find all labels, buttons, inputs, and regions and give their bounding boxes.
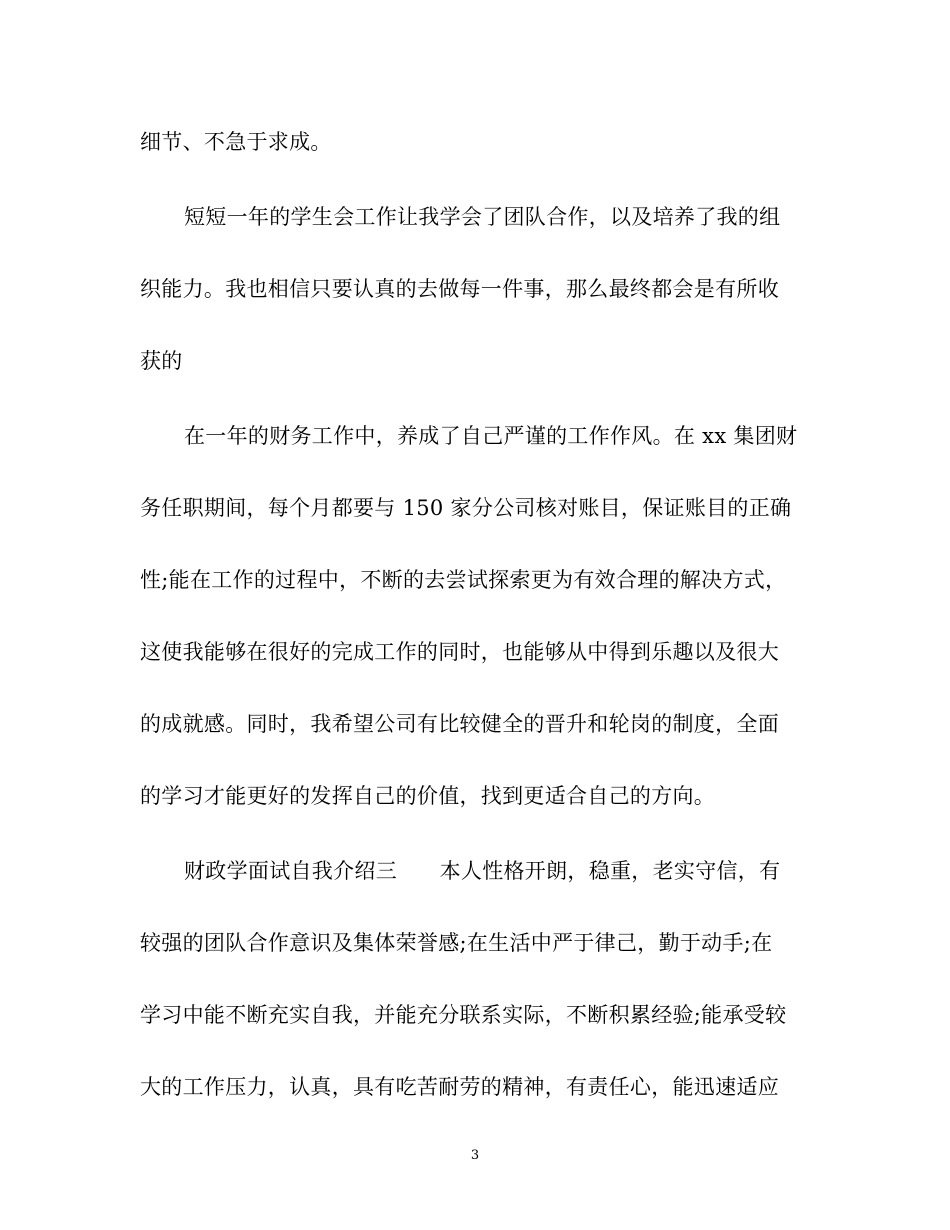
- text-line-4: 获的: [140, 349, 183, 373]
- text-line-8: 这使我能够在很好的完成工作的同时，也能够从中得到乐趣以及很大: [140, 640, 779, 664]
- text-line-10: 的学习才能更好的发挥自己的价值，找到更适合自己的方向。: [140, 784, 716, 808]
- text-line-12: 较强的团队合作意识及集体荣誉感;在生活中严于律己，勤于动手;在: [140, 931, 773, 955]
- text-line-11: 财政学面试自我介绍三 本人性格开朗，稳重，老实守信，有: [184, 859, 781, 883]
- text-line-9: 的成就感。同时，我希望公司有比较健全的晋升和轮岗的制度，全面: [140, 712, 779, 736]
- text-line-13: 学习中能不断充实自我，并能充分联系实际，不断积累经验;能承受较: [140, 1003, 787, 1027]
- text-line-3: 织能力。我也相信只要认真的去做每一件事，那么最终都会是有所收: [140, 277, 779, 301]
- text-line-6: 务任职期间，每个月都要与 150 家分公司核对账目，保证账目的正确: [140, 496, 792, 520]
- page-number: 3: [470, 1148, 480, 1163]
- text-line-5: 在一年的财务工作中，养成了自己严谨的工作作风。在 xx 集团财: [184, 424, 798, 448]
- text-line-1: 细节、不急于求成。: [140, 130, 332, 154]
- text-line-2: 短短一年的学生会工作让我学会了团队合作，以及培养了我的组: [184, 205, 781, 229]
- text-line-14: 大的工作压力，认真，具有吃苦耐劳的精神，有责任心，能迅速适应: [140, 1075, 779, 1099]
- text-line-7: 性;能在工作的过程中，不断的去尝试探索更为有效合理的解决方式，: [140, 568, 787, 592]
